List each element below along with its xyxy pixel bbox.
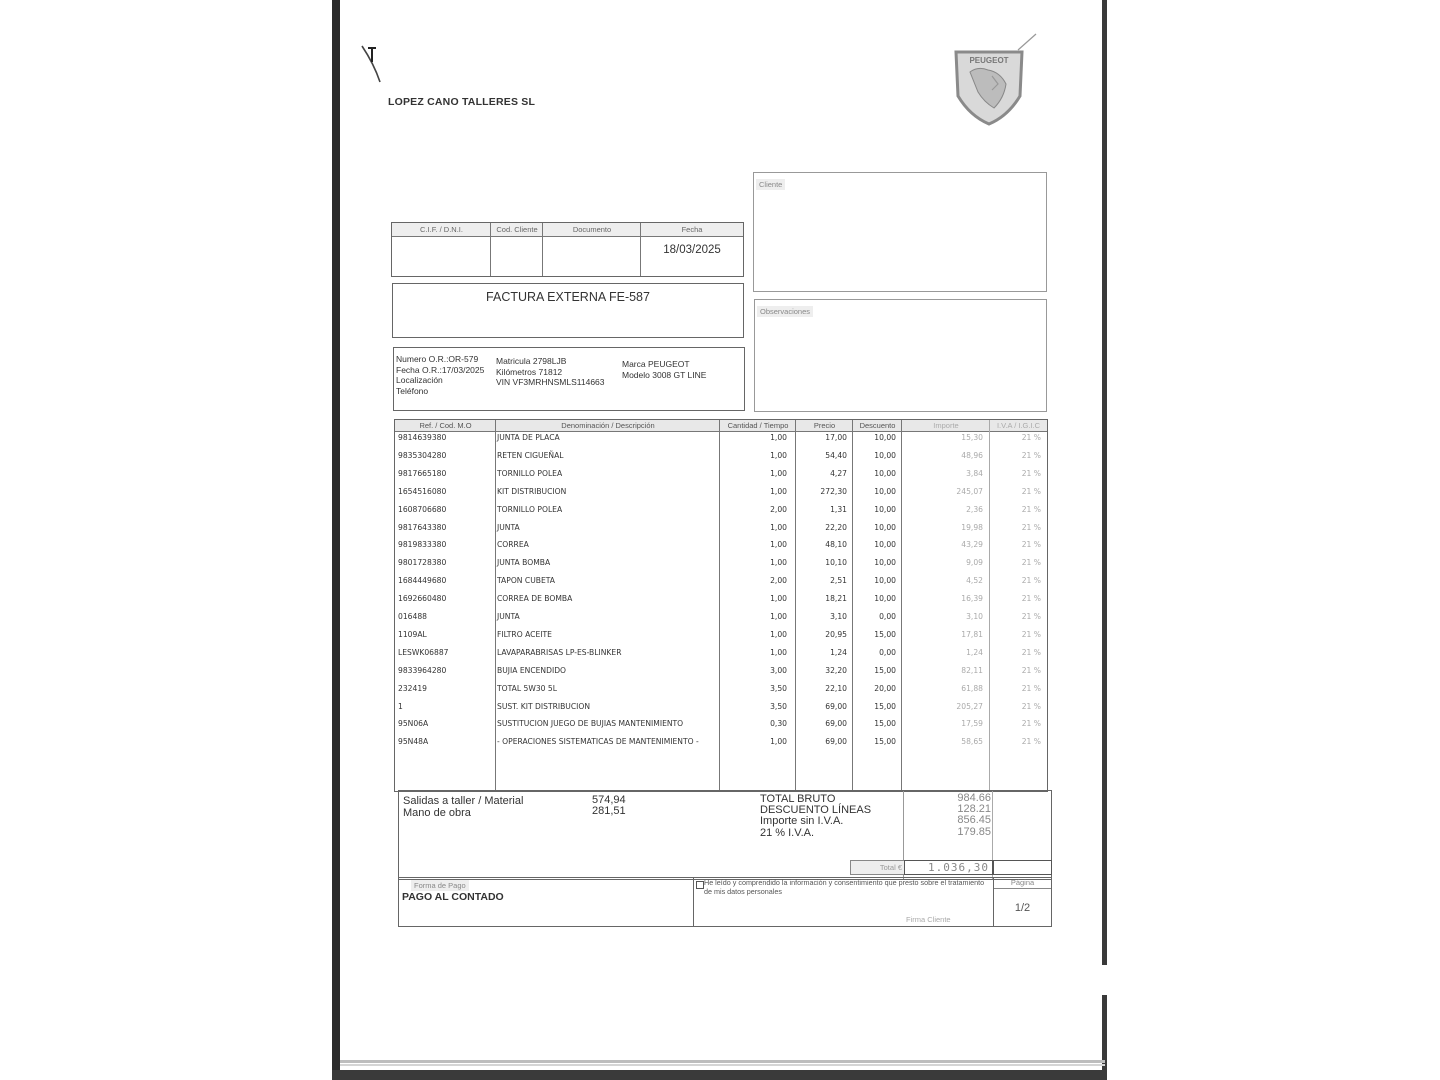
order-number: Numero O.R.:OR-579 (396, 354, 479, 364)
cell-iva: 21 % (1021, 558, 1041, 568)
cell-desc: JUNTA (497, 612, 520, 621)
consent-text: He leído y comprendido la información y consentimiento que presto sobre el tratamiento de mis datos personales (704, 878, 985, 896)
table-row (395, 737, 1047, 755)
cell-price: 69,00 (825, 737, 847, 747)
plate: Matricula 2798LJB (496, 356, 567, 366)
col-desc-header: Denominación / Descripción (496, 420, 720, 432)
mano-label: Mano de obra (403, 807, 471, 819)
cell-desc: RETEN CIGUEÑAL (497, 450, 564, 460)
salidas-value: 574,94 (592, 794, 626, 806)
cell-qty: 1,00 (770, 540, 787, 550)
cell-imp: 16,39 (961, 594, 983, 604)
col-disc-header: Descuento (853, 420, 902, 432)
cell-desc: FILTRO ACEITE (497, 629, 552, 639)
order-info-middle (496, 356, 605, 388)
cell-disc: 15,00 (874, 737, 896, 747)
table-row (395, 558, 1047, 576)
date-header: Fecha (641, 223, 743, 237)
scan-shadow-left (332, 0, 340, 1080)
cell-qty: 1,00 (770, 433, 787, 442)
cell-ref: LESWK06887 (398, 647, 449, 657)
scan-background-right (1105, 0, 1440, 1080)
header-id-table (391, 222, 744, 277)
col-qty-header: Cantidad / Tiempo (720, 420, 796, 432)
vin: VIN VF3MRHNSMLS114663 (496, 377, 605, 387)
total-bruto-value: 984.66 (957, 792, 991, 804)
cell-qty: 1,00 (770, 612, 787, 621)
total-label-box (850, 860, 905, 875)
cell-price: 22,20 (825, 522, 847, 532)
total-value-box (904, 860, 993, 875)
cell-imp: 9,09 (966, 558, 983, 568)
total-value: 1.036,30 (928, 861, 989, 874)
payment-value: PAGO AL CONTADO (402, 891, 504, 903)
cell-qty: 3,50 (770, 701, 787, 711)
cell-qty: 1,00 (770, 629, 787, 639)
cell-qty: 1,00 (770, 558, 787, 568)
cell-qty: 3,00 (770, 665, 787, 675)
invoice-date: 18/03/2025 (663, 244, 721, 256)
scan-gap (1102, 965, 1108, 995)
cell-iva: 21 % (1021, 683, 1041, 693)
signature-label: Firma Cliente (906, 915, 951, 924)
divider (542, 223, 543, 276)
cell-ref: 016488 (398, 612, 427, 621)
cell-imp: 245,07 (956, 486, 983, 496)
cell-ref: 232419 (398, 683, 427, 693)
cell-ref: 9835304280 (398, 450, 447, 460)
cell-imp: 82,11 (961, 665, 983, 675)
cell-price: 32,20 (825, 665, 847, 675)
cell-ref: 9819833380 (398, 540, 447, 550)
cell-price: 10,10 (825, 558, 847, 568)
cell-iva: 21 % (1021, 647, 1041, 657)
cell-imp: 3,10 (966, 612, 983, 621)
cell-desc: CORREA DE BOMBA (497, 594, 573, 604)
brand: Marca PEUGEOT (622, 359, 690, 369)
cell-imp: 19,98 (961, 522, 983, 532)
payment-label: Forma de Pago (411, 880, 469, 891)
table-row (395, 505, 1047, 523)
order-info-left (396, 354, 484, 396)
cell-desc: SUSTITUCION JUEGO DE BUJIAS MANTENIMIENTO (497, 719, 684, 729)
scan-background-left (0, 0, 333, 1080)
items-table (394, 419, 1048, 792)
table-row (395, 719, 1047, 737)
client-label: Cliente (756, 179, 785, 190)
page-box (993, 877, 1052, 927)
table-row (395, 540, 1047, 558)
importe-value: 856.45 (957, 814, 991, 826)
cell-iva: 21 % (1021, 504, 1041, 514)
cell-ref: 9801728380 (398, 558, 447, 568)
cell-iva: 21 % (1021, 522, 1041, 532)
table-row (395, 630, 1047, 648)
cell-iva: 21 % (1021, 594, 1041, 604)
cell-ref: 1 (398, 701, 403, 711)
cell-desc: CORREA (497, 540, 529, 550)
cell-disc: 15,00 (874, 665, 896, 675)
cell-price: 4,27 (830, 468, 847, 478)
mano-value: 281,51 (592, 805, 626, 817)
cell-imp: 3,84 (966, 468, 983, 478)
consent-checkbox[interactable] (696, 881, 704, 889)
importe-label: Importe sin I.V.A. (760, 815, 844, 827)
cell-desc: LAVAPARABRISAS LP-ES-BLINKER (497, 647, 622, 657)
cell-price: 1,31 (830, 504, 847, 514)
cell-imp: 48,96 (961, 450, 983, 460)
cell-disc: 10,00 (874, 450, 896, 460)
cell-ref: 9814639380 (398, 433, 447, 442)
cell-disc: 10,00 (874, 433, 896, 442)
table-row (395, 594, 1047, 612)
cell-qty: 1,00 (770, 486, 787, 496)
cell-iva: 21 % (1021, 576, 1041, 586)
cell-desc: JUNTA DE PLACA (497, 433, 560, 442)
page-label: Página (994, 878, 1051, 889)
cell-desc: TOTAL 5W30 5L (497, 683, 557, 693)
col-price-header: Precio (796, 420, 853, 432)
col-vat-header: I.V.A / I.G.I.C (990, 420, 1047, 432)
cell-desc: - OPERACIONES SISTEMATICAS DE MANTENIMIENTO - (497, 737, 699, 747)
cell-qty: 1,00 (770, 647, 787, 657)
table-row (395, 702, 1047, 720)
cell-price: 20,95 (825, 629, 847, 639)
client-box (753, 172, 1047, 292)
cell-desc: TORNILLO POLEA (497, 468, 563, 478)
cell-imp: 58,65 (961, 737, 983, 747)
logo-text: PEUGEOT (969, 56, 1009, 65)
cell-imp: 205,27 (956, 701, 983, 711)
consent-box (693, 877, 994, 927)
cell-imp: 2,36 (966, 504, 983, 514)
table-row (395, 523, 1047, 541)
order-info-box (393, 347, 745, 411)
cell-imp: 61,88 (961, 683, 983, 693)
kilometers: Kilómetros 71812 (496, 366, 563, 377)
page-edge-2 (340, 1064, 1105, 1066)
table-row (395, 612, 1047, 630)
cell-iva: 21 % (1021, 433, 1041, 442)
cell-ref: 1654516080 (398, 486, 447, 496)
cell-qty: 1,00 (770, 594, 787, 604)
order-info-right (622, 359, 706, 380)
company-name: LOPEZ CANO TALLERES SL (388, 96, 536, 108)
cell-ref: 1109AL (398, 629, 427, 639)
iva-label: 21 % I.V.A. (760, 827, 815, 839)
cell-desc: SUST. KIT DISTRIBUCION (497, 701, 591, 711)
table-row (395, 433, 1047, 451)
cell-disc: 15,00 (874, 629, 896, 639)
cell-iva: 21 % (1021, 701, 1041, 711)
total-label: Total € (879, 863, 902, 872)
descuento-label: DESCUENTO LÍNEAS (760, 804, 872, 816)
cell-price: 22,10 (825, 683, 847, 693)
cell-ref: 1684449680 (398, 576, 447, 586)
cell-desc: TAPON CUBETA (497, 576, 556, 586)
cell-iva: 21 % (1021, 540, 1041, 550)
cell-ref: 9817643380 (398, 522, 447, 532)
phone: Teléfono (396, 385, 429, 396)
observations-label: Observaciones (757, 306, 813, 317)
divider (490, 223, 491, 276)
cell-desc: JUNTA (497, 522, 520, 532)
cell-disc: 20,00 (874, 683, 896, 693)
cell-ref: 9833964280 (398, 665, 447, 675)
cell-price: 17,00 (825, 433, 847, 442)
cell-qty: 1,00 (770, 468, 787, 478)
cell-price: 48,10 (825, 540, 847, 550)
document-header: Documento (543, 223, 641, 237)
cell-disc: 15,00 (874, 719, 896, 729)
descuento-value: 128.21 (957, 803, 991, 815)
cell-iva: 21 % (1021, 629, 1041, 639)
cell-desc: BUJIA ENCENDIDO (497, 665, 567, 675)
observations-box (754, 299, 1047, 412)
cell-qty: 3,50 (770, 683, 787, 693)
cell-imp: 15,30 (961, 433, 983, 442)
cell-iva: 21 % (1021, 486, 1041, 496)
cell-qty: 0,30 (770, 719, 787, 729)
cell-ref: 1608706680 (398, 504, 447, 514)
cell-disc: 10,00 (874, 504, 896, 514)
col-amount-header: Importe (902, 420, 990, 432)
cell-imp: 1,24 (966, 647, 983, 657)
cell-disc: 10,00 (874, 522, 896, 532)
cell-qty: 2,00 (770, 576, 787, 586)
cell-price: 2,51 (830, 576, 847, 586)
table-row (395, 451, 1047, 469)
cell-imp: 17,59 (961, 719, 983, 729)
client-code-header: Cod. Cliente (491, 223, 543, 237)
cell-disc: 10,00 (874, 558, 896, 568)
table-row (395, 666, 1047, 684)
cell-disc: 10,00 (874, 576, 896, 586)
cell-imp: 43,29 (961, 540, 983, 550)
model: Modelo 3008 GT LINE (622, 369, 707, 380)
cell-price: 272,30 (820, 486, 847, 496)
location: Localización (396, 375, 443, 385)
total-empty-box (993, 860, 1052, 875)
cell-qty: 1,00 (770, 737, 787, 747)
invoice-title: FACTURA EXTERNA FE-587 (486, 290, 650, 304)
cell-qty: 1,00 (770, 522, 787, 532)
order-date: Fecha O.R.:17/03/2025 (396, 364, 485, 375)
table-row (395, 648, 1047, 666)
cell-iva: 21 % (1021, 450, 1041, 460)
cell-qty: 2,00 (770, 504, 787, 514)
cell-disc: 10,00 (874, 594, 896, 604)
cell-price: 18,21 (825, 594, 847, 604)
cell-desc: TORNILLO POLEA (497, 504, 563, 514)
cell-qty: 1,00 (770, 450, 787, 460)
cell-imp: 17,81 (961, 629, 983, 639)
cell-disc: 15,00 (874, 701, 896, 711)
page-edge (340, 1060, 1105, 1063)
cell-price: 3,10 (830, 612, 847, 621)
cell-iva: 21 % (1021, 737, 1041, 747)
cell-imp: 4,52 (966, 576, 983, 586)
cell-desc: KIT DISTRIBUCION (497, 486, 567, 496)
iva-value: 179.85 (957, 826, 991, 838)
cell-desc: JUNTA BOMBA (497, 558, 551, 568)
invoice-title-box (392, 283, 744, 338)
table-row (395, 487, 1047, 505)
table-row (395, 469, 1047, 487)
total-bruto-label: TOTAL BRUTO (760, 793, 836, 805)
cell-price: 69,00 (825, 701, 847, 711)
cell-price: 54,40 (825, 450, 847, 460)
cell-ref: 95N48A (398, 737, 429, 747)
cell-iva: 21 % (1021, 719, 1041, 729)
payment-box (398, 877, 694, 927)
salidas-label: Salidas a taller / Material (403, 795, 524, 807)
table-row (395, 684, 1047, 702)
cell-iva: 21 % (1021, 468, 1041, 478)
cell-iva: 21 % (1021, 665, 1041, 675)
cell-ref: 95N06A (398, 719, 429, 729)
page-number: 1/2 (1014, 902, 1031, 914)
table-row (395, 576, 1047, 594)
cell-iva: 21 % (1021, 612, 1041, 621)
cell-disc: 0,00 (879, 647, 896, 657)
cell-disc: 10,00 (874, 540, 896, 550)
cell-ref: 1692660480 (398, 594, 447, 604)
scan-shadow-bottom (332, 1070, 1107, 1080)
col-ref-header: Ref. / Cod. M.O (395, 420, 496, 432)
scan-shadow-right (1102, 0, 1107, 1080)
cell-disc: 0,00 (879, 612, 896, 621)
cell-ref: 9817665180 (398, 468, 447, 478)
cif-header: C.I.F. / D.N.I. (392, 223, 491, 237)
staple-mark (358, 42, 388, 88)
peugeot-logo (948, 32, 1040, 128)
cell-price: 1,24 (830, 647, 847, 657)
cell-disc: 10,00 (874, 468, 896, 478)
cell-disc: 10,00 (874, 486, 896, 496)
cell-price: 69,00 (825, 719, 847, 729)
